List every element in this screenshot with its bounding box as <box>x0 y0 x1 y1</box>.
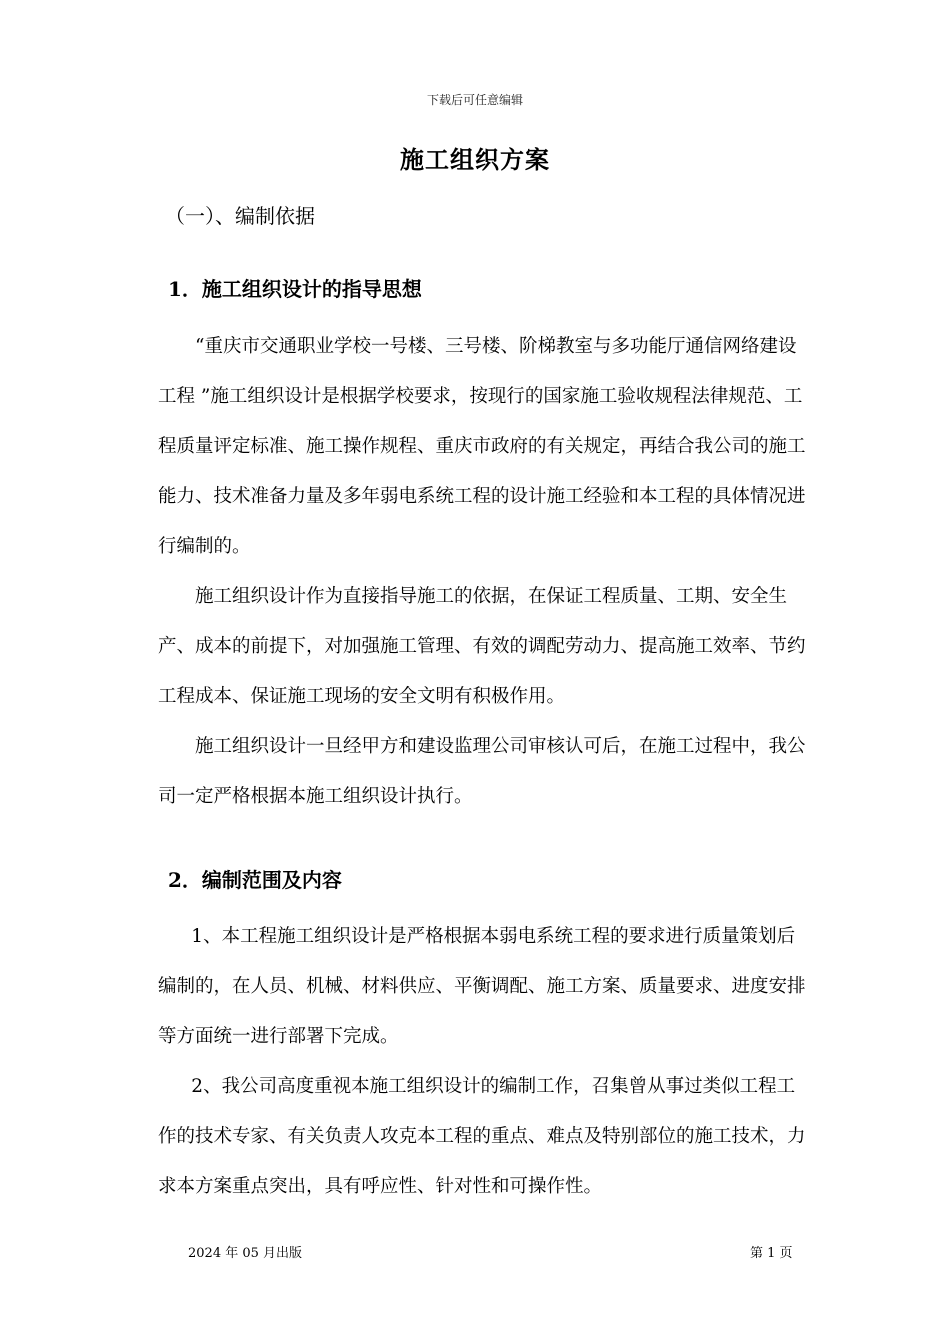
paragraph: 施工组织设计一旦经甲方和建设监理公司审核认可后，在施工过程中，我公司一定严格根据本施工组织设计执行。 <box>158 736 806 807</box>
paragraph: “重庆市交通职业学校一号楼、三号楼、阶梯教室与多功能厅通信网络建设工程 ”施工组织设计是根据学校要求，按现行的国家施工验收规程法律规范、工程质量评定标准、施工操作规程、重庆市政府的有关规定，再结合我公司的施工能力、技术准备力量及多年弱电系统工程的设计施工经验和本工程的具体情况进行编制的。 <box>158 336 806 557</box>
footer-page-number: 第 1 页 <box>750 1246 793 1261</box>
header-note: 下载后可任意编辑 <box>426 93 523 107</box>
subsection-heading-scope: 2．编制范围及内容 <box>168 868 342 892</box>
page-title: 施工组织方案 <box>400 145 550 174</box>
subsection-heading-guiding-idea: 1．施工组织设计的指导思想 <box>168 277 422 301</box>
paragraph: 2、我公司高度重视本施工组织设计的编制工作，召集曾从事过类似工程工作的技术专家、有关负责人攻克本工程的重点、难点及特别部位的施工技术，力求本方案重点突出，具有呼应性、针对性和可操作性。 <box>158 1076 806 1197</box>
section-heading: （一）、编制依据 <box>165 204 315 228</box>
paragraph: 施工组织设计作为直接指导施工的依据，在保证工程质量、工期、安全生产、成本的前提下，对加强施工管理、有效的调配劳动力、提高施工效率、节约工程成本、保证施工现场的安全文明有积极作用。 <box>158 586 806 707</box>
footer-date: 2024 年 05 月出版 <box>188 1246 303 1261</box>
paragraph: 1、本工程施工组织设计是严格根据本弱电系统工程的要求进行质量策划后编制的，在人员、机械、材料供应、平衡调配、施工方案、质量要求、进度安排等方面统一进行部署下完成。 <box>158 926 806 1047</box>
